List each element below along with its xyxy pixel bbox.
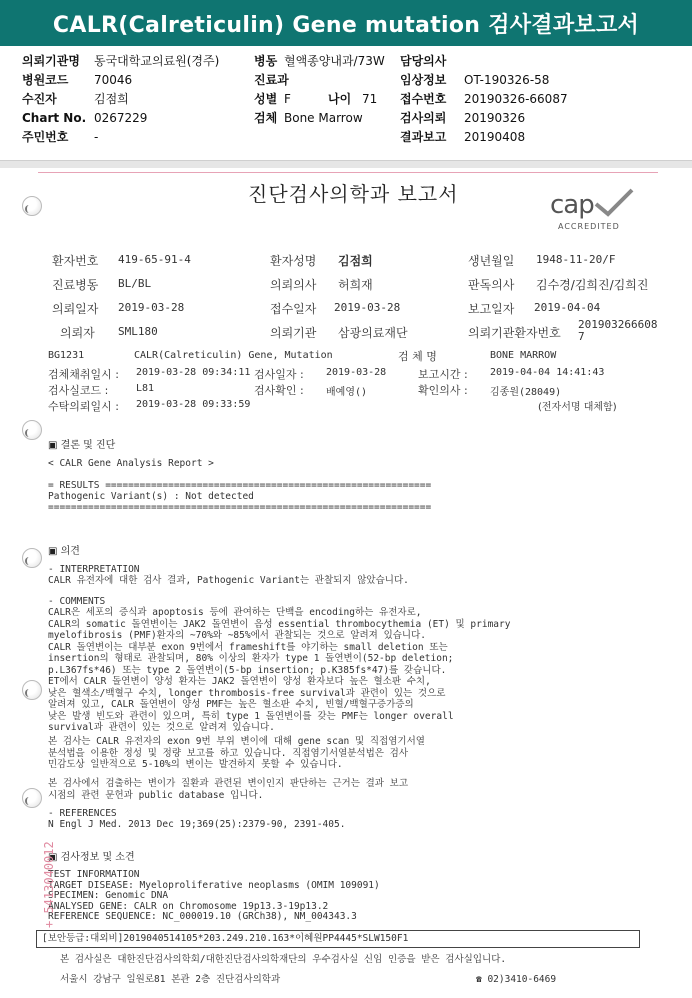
header-label: 의뢰기관명	[22, 54, 80, 68]
reference-text: N Engl J Med. 2013 Dec 19;369(25):2379-90, 2391-405.	[48, 819, 346, 830]
security-footer: [보안등급:대외비]2019040514105*203.249.210.163*이혜원PP4445*SLW150F1	[42, 933, 409, 944]
specimen-label: 검 체 명	[398, 350, 437, 363]
header-label: 성별	[254, 92, 278, 106]
cap-logo-sub: ACCREDITED	[558, 222, 620, 231]
test-info-line: TARGET DISEASE: Myeloproliferative neoplasms (OMIM 109091)	[48, 879, 380, 891]
time-label: 검사실코드 :	[48, 384, 109, 397]
cap-logo-word: cap	[550, 190, 594, 220]
comment-line: 알려져 있고, CALR 돌연변이 양성 PMF는 높은 혈소판 수치, 빈혈/백혈구증가증의	[48, 699, 414, 710]
time-value: 2019-03-28 09:34:11	[136, 367, 251, 378]
header-value: 70046	[94, 73, 133, 87]
header-row	[22, 52, 682, 71]
results-rule: ===================================================================	[48, 502, 432, 513]
header-value: -	[94, 130, 99, 144]
comment-line: myelofibrosis (PMF)환자의 ~70%와 ~85%에서 관찰되는 것으로 알려져 있습니다.	[48, 630, 427, 641]
age-value: 71	[362, 92, 378, 106]
scanned-report	[8, 168, 682, 998]
time-value: 김종원(28049)	[490, 387, 562, 398]
header-value: 혈액종양내과/73W	[284, 54, 385, 68]
binder-hole-icon	[22, 788, 42, 808]
patient-label: 판독의사	[468, 278, 515, 292]
section-separator	[0, 160, 692, 168]
e-signature-note: (전자서명 대체함)	[538, 402, 617, 413]
patient-label: 진료병동	[52, 278, 99, 292]
report-title: CALR(Calreticulin) Gene mutation 검사결과보고서	[52, 12, 640, 38]
caveat-line: 시점의 관련 문헌과 public database 입니다.	[48, 789, 264, 801]
method-block	[48, 736, 425, 771]
time-label: 수탁의뢰일시 :	[48, 400, 119, 413]
header-value: 20190326	[464, 111, 526, 125]
header-value: 김점희	[94, 92, 129, 106]
binder-hole-icon	[22, 420, 42, 440]
specimen-value: BONE MARROW	[490, 350, 557, 361]
header-value: 동국대학교의료원(경주)	[94, 54, 220, 68]
references-heading: - REFERENCES	[48, 808, 117, 819]
header-value: 0267229	[94, 111, 148, 125]
header-label: 접수번호	[400, 92, 447, 106]
patient-value: 1948-11-20/F	[536, 253, 616, 266]
header-label: 수진자	[22, 92, 57, 106]
patient-label: 의뢰기관환자번호	[468, 326, 561, 340]
time-label: 검사일자 :	[254, 368, 304, 381]
time-label: 확인의사 :	[418, 384, 468, 397]
header-row	[22, 71, 682, 90]
section-test-info: ▣ 검사정보 및 소견	[48, 852, 135, 863]
method-line: 민감도상 일반적으로 5-10%의 변이는 발견하지 못할 수 있습니다.	[48, 759, 343, 770]
report-title-bar	[0, 0, 692, 46]
test-info-line: REFERENCE SEQUENCE: NC_000019.10 (GRCh38), NM_004343.3	[48, 911, 357, 922]
comment-line: insertion의 형태로 관찰되며, 80% 이상의 환자가 type 1 돌연변이(52-bp deletion;	[48, 653, 454, 664]
binder-hole-icon	[22, 196, 42, 216]
time-value: L81	[136, 383, 155, 394]
patient-label: 생년월일	[468, 254, 515, 268]
section-opinion: ▣ 의견	[48, 546, 80, 557]
patient-value: 2019-03-28	[118, 301, 185, 314]
test-info-line: ANALYSED GENE: CALR on Chromosome 19p13.3-19p13.2	[48, 900, 329, 912]
patient-value: 2019-03-28	[334, 301, 401, 314]
interpretation-text: CALR 유전자에 대한 검사 결과, Pathogenic Variant는 관찰되지 않았습니다.	[48, 575, 409, 586]
header-info	[22, 52, 682, 152]
patient-value: 김수경/김희진/김희진	[536, 278, 649, 292]
header-value: F	[284, 92, 291, 106]
patient-label: 의뢰기관	[270, 326, 317, 340]
time-label: 검체채취일시 :	[48, 368, 119, 381]
comments-heading: - COMMENTS	[48, 596, 106, 607]
section-conclusion: ▣ 결론 및 진단	[48, 440, 116, 451]
header-value: Bone Marrow	[284, 111, 363, 125]
caveat-line: 본 검사에서 검출하는 변이가 질환과 관련된 변이인지 판단하는 근거는 결과 보고	[48, 778, 409, 789]
header-label: Chart No.	[22, 111, 87, 125]
results-line: = RESULTS =========================================================	[48, 480, 432, 491]
patient-value: 7	[578, 330, 585, 343]
method-line: 분석법을 이용한 정성 및 정량 보고를 하고 있습니다. 직접염기서열분석법은 검사	[48, 747, 409, 759]
time-label: 보고시간 :	[418, 368, 468, 381]
header-value: 20190408	[464, 130, 526, 144]
patient-label: 보고일자	[468, 302, 515, 316]
patient-label: 접수일자	[270, 302, 317, 316]
header-label: 임상정보	[400, 73, 447, 87]
header-value: OT-190326-58	[464, 73, 550, 87]
lab-address: 서울시 강남구 일원로81 본관 2층 진단검사의학과	[60, 974, 281, 985]
comment-line: 낮은 혈색소/백혈구 수치, longer thrombosis-free survival과 관련이 있는 것으로	[48, 687, 446, 699]
patient-value: SML180	[118, 325, 158, 338]
header-row	[22, 109, 682, 128]
header-label: 결과보고	[400, 130, 447, 144]
comment-line: 낮은 발생 빈도와 관련이 있으며, 특히 type 1 돌연변이를 갖는 PMF는 longer overall	[48, 710, 454, 722]
accreditation-note: 본 검사실은 대한진단검사의학회/대한진단검사의학재단의 우수검사실 신임 인증을 받은 검사실입니다.	[60, 954, 507, 965]
time-value: 2019-04-04 14:41:43	[490, 367, 605, 378]
test-code: BG1231	[48, 350, 85, 361]
comment-line: CALR 돌연변이는 대부분 exon 9번에서 frameshift를 야기하는 small deletion 또는	[48, 641, 448, 653]
patient-value: 419-65-91-4	[118, 253, 191, 266]
binder-hole-icon	[22, 548, 42, 568]
header-label: 검사의뢰	[400, 111, 447, 125]
checkmark-icon	[594, 188, 634, 218]
comments-block	[48, 607, 510, 734]
lab-phone: ☎ 02)3410-6469	[476, 974, 557, 985]
header-label: 담당의사	[400, 54, 447, 68]
interpretation-heading: - INTERPRETATION	[48, 564, 140, 575]
header-label: 주민번호	[22, 130, 69, 144]
patient-value: 허희재	[338, 278, 373, 292]
header-label: 병원코드	[22, 73, 69, 87]
time-label: 검사확인 :	[254, 384, 304, 397]
time-value: 배예영()	[326, 387, 368, 398]
test-info-line: TEST INFORMATION	[48, 869, 140, 880]
header-label: 진료과	[254, 73, 289, 87]
header-row	[22, 128, 682, 147]
patient-label: 환자성명	[270, 254, 317, 268]
patient-value: 삼광의료재단	[338, 326, 408, 340]
patient-label: 의뢰자	[60, 326, 95, 340]
comment-line: p.L367fs*46) 또는 type 2 돌연변이(5-bp insertion; p.K385fs*47)를 갖습니다.	[48, 664, 447, 676]
age-label: 나이	[328, 92, 352, 106]
binder-hole-icon	[22, 680, 42, 700]
comment-line: ET에서 CALR 돌연변이 양성 환자는 JAK2 돌연변이 양성 환자보다 높은 혈소판 수치,	[48, 676, 431, 687]
header-label: 검체	[254, 111, 278, 125]
patient-value: 201903266608	[578, 318, 658, 331]
calr-report-heading: < CALR Gene Analysis Report >	[48, 458, 214, 469]
top-divider	[38, 172, 658, 173]
header-row	[22, 90, 682, 109]
pathogenic-variant-result: Pathogenic Variant(s) : Not detected	[48, 491, 254, 502]
comment-line: CALR은 세포의 증식과 apoptosis 등에 관여하는 단백을 encoding하는 유전자로,	[48, 607, 422, 618]
comment-line: survival과 관련이 있는 것으로 알려져 있습니다.	[48, 722, 275, 733]
doc-title: 진단검사의학과 보고서	[248, 182, 459, 206]
method-line: 본 검사는 CALR 유전자의 exon 9번 부위 변이에 대해 gene scan 및 직접염기서열	[48, 736, 425, 747]
patient-value: BL/BL	[118, 277, 152, 290]
test-info-block	[48, 870, 380, 923]
barcode-stamp: + 5413040012	[42, 841, 56, 928]
patient-label: 의뢰일자	[52, 302, 99, 316]
test-info-line: SPECIMEN: Genomic DNA	[48, 890, 169, 901]
patient-label: 의뢰의사	[270, 278, 317, 292]
header-value: 20190326-66087	[464, 92, 568, 106]
comment-line: CALR의 somatic 돌연변이는 JAK2 돌연변이 음성 essential thrombocythemia (ET) 및 primary	[48, 618, 511, 630]
time-value: 2019-03-28	[326, 367, 387, 378]
time-value: 2019-03-28 09:33:59	[136, 399, 251, 410]
cap-accredited-logo	[546, 188, 638, 238]
header-label: 병동	[254, 54, 278, 68]
patient-value: 김점희	[338, 254, 373, 268]
patient-value: 2019-04-04	[534, 301, 601, 314]
test-name: CALR(Calreticulin) Gene, Mutation	[134, 350, 333, 361]
patient-label: 환자번호	[52, 254, 99, 268]
caveat-block	[48, 778, 408, 801]
